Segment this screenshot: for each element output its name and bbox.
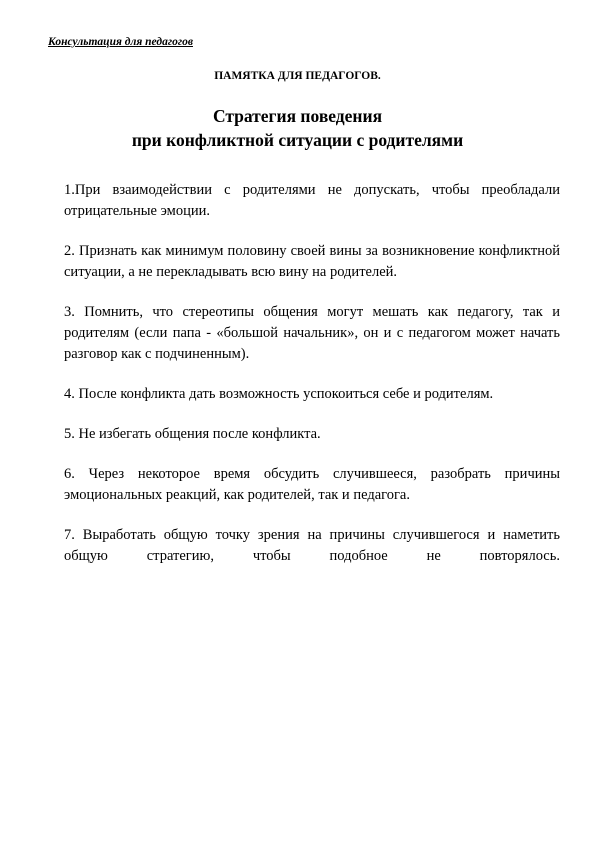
list-item: 7. Выработать общую точку зрения на причины случившегося и наметить общую стратегию, чтобы подобное не повторялось. bbox=[64, 527, 560, 564]
list-item: 6. Через некоторое время обсудить случившееся, разобрать причины эмоциональных реакций, как родителей, так и педагога. bbox=[64, 466, 560, 503]
memo-title: ПАМЯТКА ДЛЯ ПЕДАГОГОВ. bbox=[214, 70, 381, 82]
header-note: Консультация для педагогов bbox=[48, 36, 193, 48]
list-item: 3. Помнить, что стереотипы общения могут мешать как педагогу, так и родителям (если папа - «большой начальник», он и с педагогом может начать разговор как с подчиненным). bbox=[64, 304, 560, 362]
list-item: 1.При взаимодействии с родителями не допускать, чтобы преобладали отрицательные эмоции. bbox=[64, 182, 560, 219]
list-item: 4. После конфликта дать возможность успокоиться себе и родителям. bbox=[64, 386, 494, 402]
list-item: 2. Признать как минимум половину своей вины за возникновение конфликтной ситуации, а не перекладывать всю вину на родителей. bbox=[64, 243, 560, 280]
recommendations-list bbox=[64, 180, 560, 586]
main-title-line-1: Стратегия поведения bbox=[212, 106, 383, 126]
list-item: 5. Не избегать общения после конфликта. bbox=[64, 426, 321, 442]
main-title bbox=[0, 104, 595, 152]
main-title-line-2: при конфликтной ситуации с родителями bbox=[131, 130, 464, 150]
